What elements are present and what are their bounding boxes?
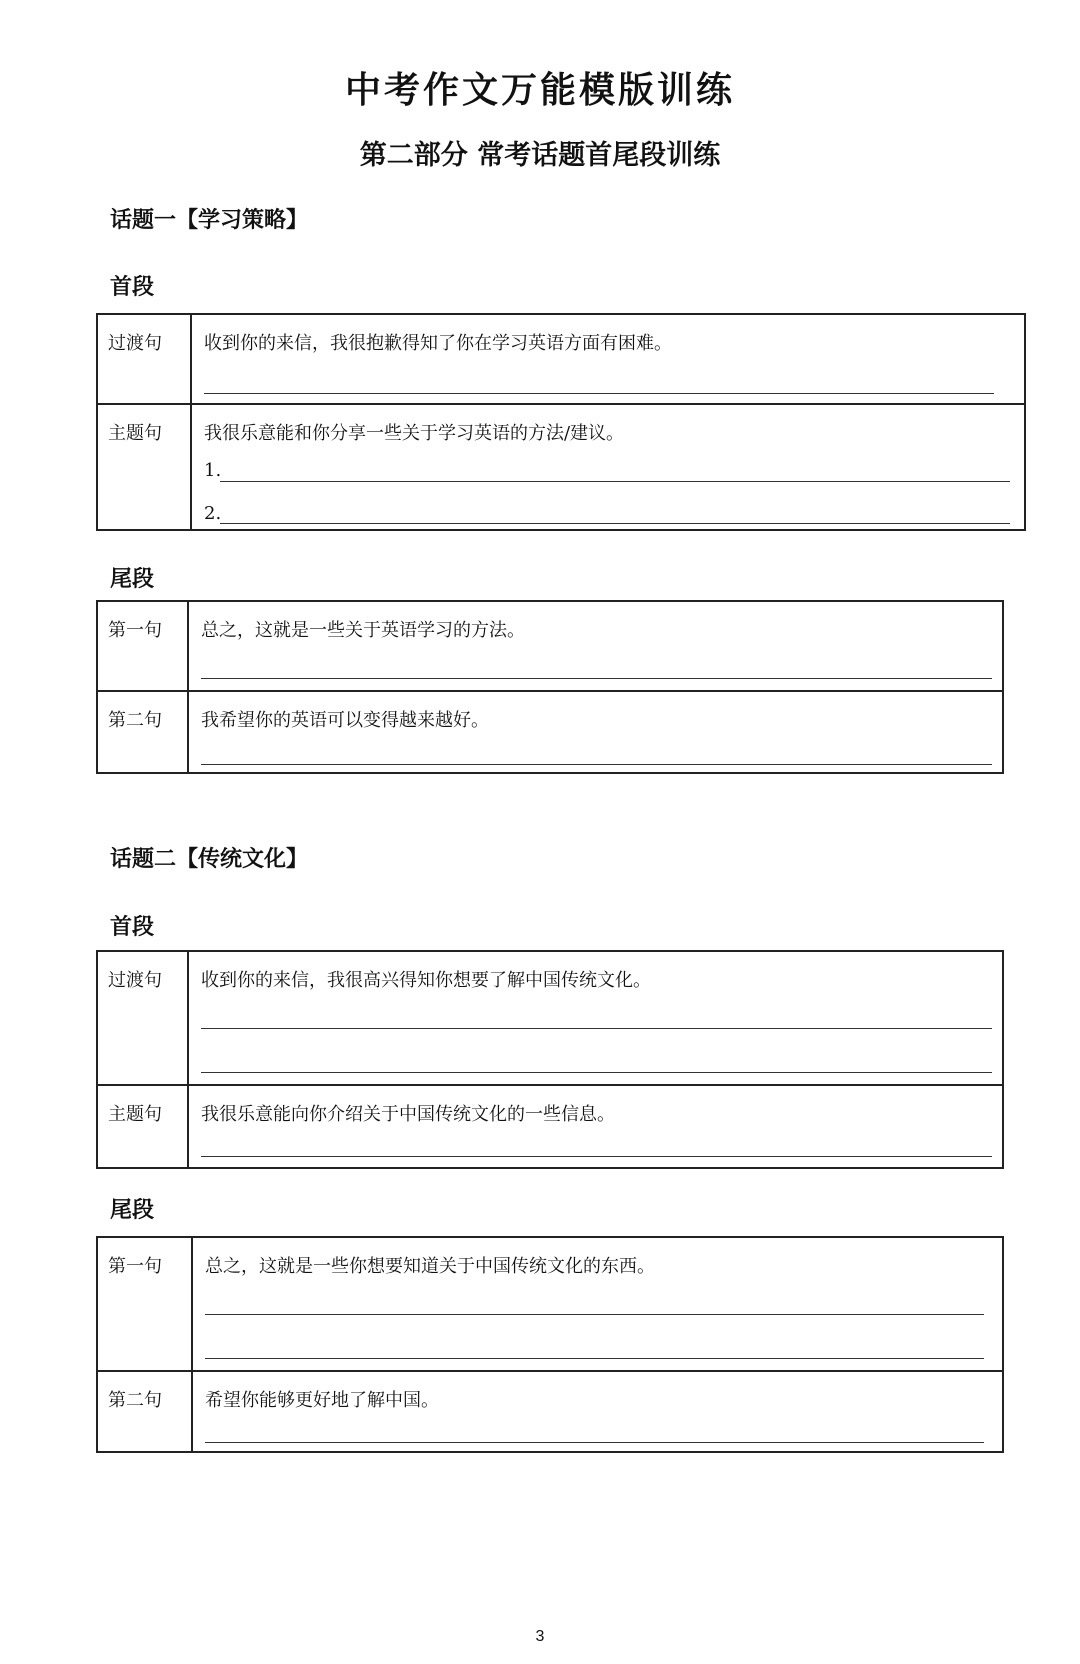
answer-line[interactable] <box>201 764 992 765</box>
answer-line[interactable] <box>220 523 1010 524</box>
table-row <box>98 1084 1002 1167</box>
table-row <box>98 1370 1002 1451</box>
table-topic2-first <box>96 950 1004 1169</box>
table-row <box>98 952 1002 1084</box>
row-text: 我希望你的英语可以变得越来越好。 <box>201 710 489 731</box>
section-heading: 首段 <box>110 274 155 300</box>
table-topic1-first <box>96 313 1026 531</box>
row-label: 主题句 <box>98 1086 189 1167</box>
answer-line[interactable] <box>205 1314 984 1315</box>
row-label: 第二句 <box>98 1372 193 1451</box>
item-number: 1. <box>204 460 222 481</box>
table-row <box>98 690 1002 772</box>
table-topic1-last <box>96 600 1004 774</box>
row-label: 过渡句 <box>98 315 192 403</box>
answer-line[interactable] <box>220 481 1010 482</box>
page-number: 3 <box>535 1628 545 1645</box>
table-row <box>98 403 1024 529</box>
page-title: 中考作文万能模版训练 <box>344 69 735 111</box>
section-heading: 尾段 <box>110 1197 155 1223</box>
row-label: 第二句 <box>98 692 189 772</box>
row-label: 过渡句 <box>98 952 189 1084</box>
topic-heading: 话题一【学习策略】 <box>110 207 309 233</box>
answer-line[interactable] <box>201 678 992 679</box>
section-heading: 尾段 <box>110 566 155 592</box>
row-text: 希望你能够更好地了解中国。 <box>205 1390 439 1411</box>
row-label: 第一句 <box>98 602 189 690</box>
row-text: 我很乐意能向你介绍关于中国传统文化的一些信息。 <box>201 1104 615 1125</box>
topic-heading: 话题二【传统文化】 <box>110 846 309 872</box>
table-topic2-last <box>96 1236 1004 1453</box>
row-text: 我很乐意能和你分享一些关于学习英语的方法/建议。 <box>204 423 625 444</box>
answer-line[interactable] <box>201 1156 992 1157</box>
row-text: 收到你的来信，我很高兴得知你想要了解中国传统文化。 <box>201 970 651 991</box>
row-text: 总之，这就是一些你想要知道关于中国传统文化的东西。 <box>205 1256 655 1277</box>
answer-line[interactable] <box>205 1358 984 1359</box>
table-row <box>98 315 1024 403</box>
row-label: 主题句 <box>98 405 192 529</box>
section-heading: 首段 <box>110 914 155 940</box>
table-row <box>98 1238 1002 1370</box>
row-text: 总之，这就是一些关于英语学习的方法。 <box>201 620 525 641</box>
answer-line[interactable] <box>201 1028 992 1029</box>
item-number: 2. <box>204 503 222 524</box>
answer-line[interactable] <box>201 1072 992 1073</box>
row-text: 收到你的来信，我很抱歉得知了你在学习英语方面有困难。 <box>204 333 672 354</box>
row-label: 第一句 <box>98 1238 193 1370</box>
table-row <box>98 602 1002 690</box>
answer-line[interactable] <box>205 1442 984 1443</box>
page-subtitle: 第二部分 常考话题首尾段训练 <box>359 140 721 171</box>
answer-line[interactable] <box>204 393 994 394</box>
